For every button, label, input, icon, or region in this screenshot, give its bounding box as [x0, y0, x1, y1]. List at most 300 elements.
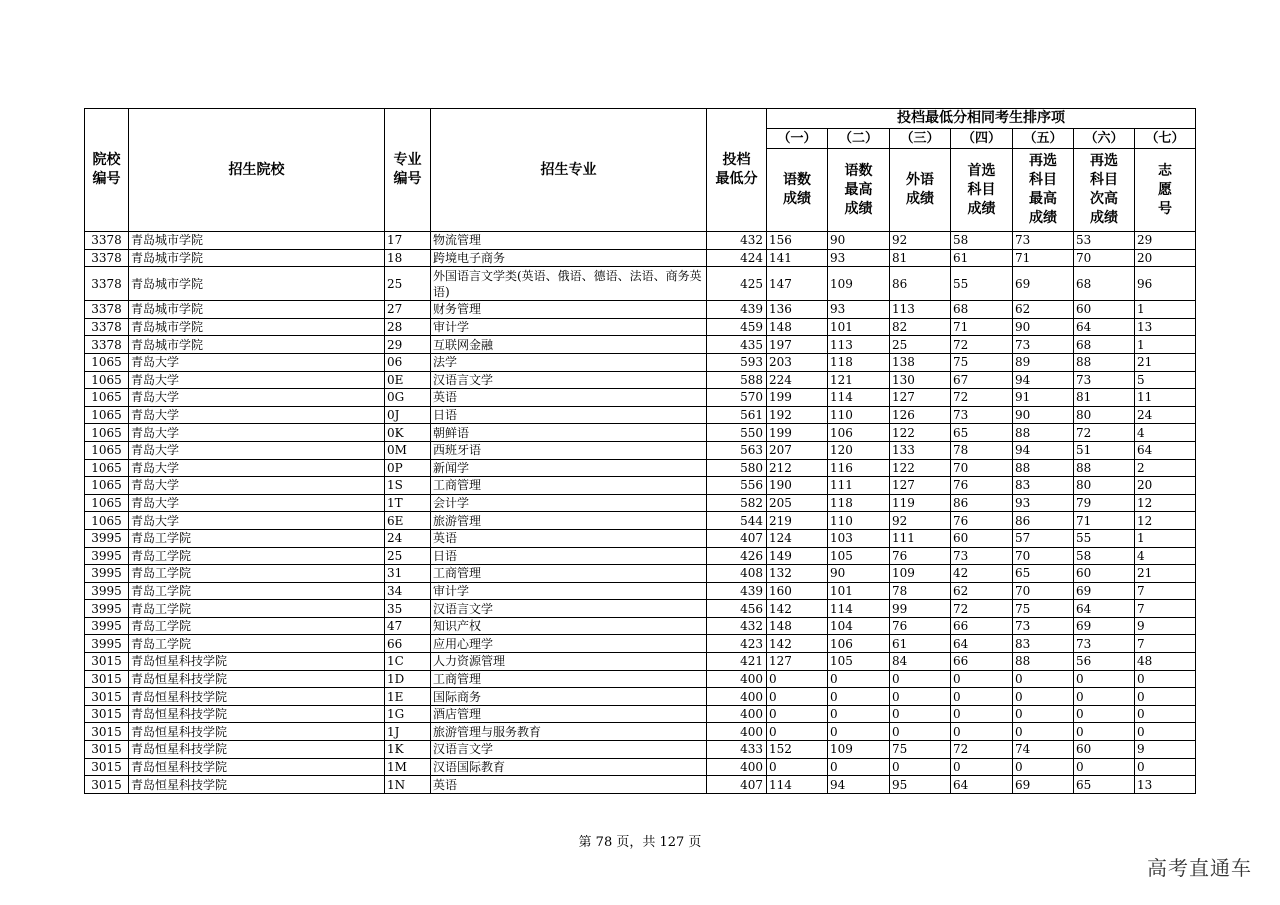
sort-3-cell: 111 — [890, 529, 951, 547]
school-code-cell: 1065 — [85, 424, 129, 442]
school-code-cell: 1065 — [85, 459, 129, 477]
sort-3-cell: 119 — [890, 494, 951, 512]
sort-2-cell: 94 — [828, 776, 890, 794]
sort-2-cell: 105 — [828, 547, 890, 565]
sort-7-cell: 0 — [1135, 705, 1196, 723]
major-code-cell: 31 — [385, 565, 431, 583]
min-score-cell: 570 — [707, 389, 767, 407]
major-name-cell: 英语 — [431, 529, 707, 547]
sort-6-cell: 79 — [1074, 494, 1135, 512]
sort-1-cell: 197 — [767, 336, 828, 354]
header-major-code: 专业 编号 — [385, 109, 431, 232]
major-code-cell: 1D — [385, 670, 431, 688]
min-score-cell: 580 — [707, 459, 767, 477]
school-code-cell: 3995 — [85, 565, 129, 583]
min-score-cell: 582 — [707, 494, 767, 512]
major-name-cell: 会计学 — [431, 494, 707, 512]
major-name-cell: 知识产权 — [431, 617, 707, 635]
major-name-cell: 英语 — [431, 776, 707, 794]
sort-7-cell: 1 — [1135, 529, 1196, 547]
sort-6-cell: 0 — [1074, 688, 1135, 706]
sort-5-cell: 94 — [1013, 371, 1074, 389]
sort-6-cell: 68 — [1074, 336, 1135, 354]
school-code-cell: 1065 — [85, 477, 129, 495]
table-row — [85, 653, 1196, 671]
sort-7-cell: 7 — [1135, 635, 1196, 653]
sort-1-cell: 152 — [767, 741, 828, 759]
sort-7-cell: 0 — [1135, 670, 1196, 688]
sort-3-cell: 76 — [890, 547, 951, 565]
sort-6-cell: 64 — [1074, 600, 1135, 618]
table-row — [85, 494, 1196, 512]
major-code-cell: 1C — [385, 653, 431, 671]
table-row — [85, 688, 1196, 706]
sort-5-cell: 0 — [1013, 723, 1074, 741]
major-name-cell: 旅游管理 — [431, 512, 707, 530]
school-code-cell: 3015 — [85, 776, 129, 794]
sort-7-cell: 13 — [1135, 776, 1196, 794]
header-sort-item-number: （二） — [828, 129, 890, 149]
sort-4-cell: 66 — [951, 617, 1013, 635]
sort-4-cell: 58 — [951, 232, 1013, 250]
sort-5-cell: 90 — [1013, 406, 1074, 424]
sort-3-cell: 95 — [890, 776, 951, 794]
sort-7-cell: 20 — [1135, 249, 1196, 267]
sort-5-cell: 73 — [1013, 617, 1074, 635]
sort-2-cell: 109 — [828, 267, 890, 301]
major-name-cell: 新闻学 — [431, 459, 707, 477]
sort-4-cell: 75 — [951, 353, 1013, 371]
major-name-cell: 跨境电子商务 — [431, 249, 707, 267]
major-name-cell: 英语 — [431, 389, 707, 407]
min-score-cell: 593 — [707, 353, 767, 371]
sort-6-cell: 65 — [1074, 776, 1135, 794]
sort-5-cell: 88 — [1013, 459, 1074, 477]
sort-5-cell: 94 — [1013, 441, 1074, 459]
major-name-cell: 日语 — [431, 547, 707, 565]
school-name-cell: 青岛大学 — [129, 459, 385, 477]
school-name-cell: 青岛城市学院 — [129, 267, 385, 301]
sort-3-cell: 78 — [890, 582, 951, 600]
sort-6-cell: 56 — [1074, 653, 1135, 671]
major-code-cell: 1M — [385, 758, 431, 776]
table-row — [85, 705, 1196, 723]
sort-2-cell: 120 — [828, 441, 890, 459]
school-name-cell: 青岛大学 — [129, 477, 385, 495]
school-code-cell: 3378 — [85, 301, 129, 319]
min-score-cell: 400 — [707, 688, 767, 706]
sort-1-cell: 190 — [767, 477, 828, 495]
sort-3-cell: 86 — [890, 267, 951, 301]
sort-4-cell: 78 — [951, 441, 1013, 459]
sort-2-cell: 105 — [828, 653, 890, 671]
min-score-cell: 421 — [707, 653, 767, 671]
sort-1-cell: 124 — [767, 529, 828, 547]
table-row — [85, 459, 1196, 477]
sort-2-cell: 106 — [828, 635, 890, 653]
sort-2-cell: 101 — [828, 582, 890, 600]
min-score-cell: 435 — [707, 336, 767, 354]
school-name-cell: 青岛大学 — [129, 353, 385, 371]
sort-2-cell: 116 — [828, 459, 890, 477]
sort-5-cell: 0 — [1013, 758, 1074, 776]
school-name-cell: 青岛大学 — [129, 406, 385, 424]
min-score-cell: 439 — [707, 582, 767, 600]
sort-2-cell: 114 — [828, 389, 890, 407]
sort-3-cell: 109 — [890, 565, 951, 583]
header-sort-item-number: （三） — [890, 129, 951, 149]
sort-7-cell: 64 — [1135, 441, 1196, 459]
sort-3-cell: 0 — [890, 705, 951, 723]
header-sort-item-label: 首选 科目 成绩 — [951, 149, 1013, 232]
major-name-cell: 旅游管理与服务教育 — [431, 723, 707, 741]
sort-1-cell: 142 — [767, 600, 828, 618]
table-body — [85, 232, 1196, 794]
sort-5-cell: 0 — [1013, 670, 1074, 688]
major-name-cell: 汉语国际教育 — [431, 758, 707, 776]
sort-1-cell: 203 — [767, 353, 828, 371]
min-score-cell: 563 — [707, 441, 767, 459]
sort-1-cell: 0 — [767, 758, 828, 776]
min-score-cell: 439 — [707, 301, 767, 319]
sort-1-cell: 212 — [767, 459, 828, 477]
header-sort-item-number: （一） — [767, 129, 828, 149]
min-score-cell: 425 — [707, 267, 767, 301]
sort-5-cell: 69 — [1013, 267, 1074, 301]
sort-5-cell: 86 — [1013, 512, 1074, 530]
min-score-cell: 544 — [707, 512, 767, 530]
sort-4-cell: 0 — [951, 723, 1013, 741]
sort-2-cell: 90 — [828, 232, 890, 250]
school-code-cell: 3378 — [85, 267, 129, 301]
sort-1-cell: 148 — [767, 617, 828, 635]
school-name-cell: 青岛恒星科技学院 — [129, 758, 385, 776]
sort-1-cell: 127 — [767, 653, 828, 671]
sort-6-cell: 68 — [1074, 267, 1135, 301]
sort-3-cell: 126 — [890, 406, 951, 424]
sort-3-cell: 113 — [890, 301, 951, 319]
watermark-logo-text: 高考直通车 — [1147, 856, 1252, 880]
major-code-cell: 34 — [385, 582, 431, 600]
table-row — [85, 249, 1196, 267]
table-row — [85, 776, 1196, 794]
min-score-cell: 459 — [707, 318, 767, 336]
school-name-cell: 青岛城市学院 — [129, 232, 385, 250]
table-row — [85, 389, 1196, 407]
sort-7-cell: 12 — [1135, 494, 1196, 512]
sort-6-cell: 69 — [1074, 582, 1135, 600]
sort-1-cell: 207 — [767, 441, 828, 459]
sort-3-cell: 122 — [890, 424, 951, 442]
major-code-cell: 29 — [385, 336, 431, 354]
sort-7-cell: 5 — [1135, 371, 1196, 389]
school-name-cell: 青岛工学院 — [129, 582, 385, 600]
table-header — [85, 109, 1196, 232]
major-code-cell: 1K — [385, 741, 431, 759]
sort-5-cell: 91 — [1013, 389, 1074, 407]
sort-7-cell: 2 — [1135, 459, 1196, 477]
school-code-cell: 3995 — [85, 635, 129, 653]
header-min-score: 投档 最低分 — [707, 109, 767, 232]
table-row — [85, 441, 1196, 459]
major-code-cell: 28 — [385, 318, 431, 336]
sort-1-cell: 224 — [767, 371, 828, 389]
sort-7-cell: 0 — [1135, 688, 1196, 706]
table-row — [85, 723, 1196, 741]
sort-1-cell: 156 — [767, 232, 828, 250]
school-name-cell: 青岛大学 — [129, 494, 385, 512]
sort-5-cell: 70 — [1013, 582, 1074, 600]
table-row — [85, 371, 1196, 389]
school-code-cell: 3995 — [85, 529, 129, 547]
table-row — [85, 232, 1196, 250]
sort-4-cell: 73 — [951, 547, 1013, 565]
header-sort-item-number: （七） — [1135, 129, 1196, 149]
sort-7-cell: 20 — [1135, 477, 1196, 495]
admission-score-table — [84, 108, 1196, 794]
min-score-cell: 400 — [707, 758, 767, 776]
sort-7-cell: 0 — [1135, 723, 1196, 741]
school-name-cell: 青岛工学院 — [129, 617, 385, 635]
school-code-cell: 1065 — [85, 512, 129, 530]
sort-6-cell: 73 — [1074, 371, 1135, 389]
sort-5-cell: 88 — [1013, 653, 1074, 671]
table-row — [85, 406, 1196, 424]
sort-3-cell: 0 — [890, 670, 951, 688]
sort-6-cell: 55 — [1074, 529, 1135, 547]
school-name-cell: 青岛大学 — [129, 512, 385, 530]
sort-3-cell: 99 — [890, 600, 951, 618]
table-row — [85, 336, 1196, 354]
school-name-cell: 青岛恒星科技学院 — [129, 653, 385, 671]
school-name-cell: 青岛大学 — [129, 424, 385, 442]
major-code-cell: 1T — [385, 494, 431, 512]
school-code-cell: 1065 — [85, 353, 129, 371]
sort-2-cell: 121 — [828, 371, 890, 389]
school-code-cell: 3995 — [85, 547, 129, 565]
major-name-cell: 朝鲜语 — [431, 424, 707, 442]
sort-7-cell: 7 — [1135, 582, 1196, 600]
header-sort-item-label: 语数 最高 成绩 — [828, 149, 890, 232]
sort-4-cell: 68 — [951, 301, 1013, 319]
sort-1-cell: 160 — [767, 582, 828, 600]
sort-3-cell: 92 — [890, 232, 951, 250]
page-number-footer: 第 78 页，共 127 页 — [578, 835, 702, 850]
header-school-code: 院校 编号 — [85, 109, 129, 232]
school-name-cell: 青岛城市学院 — [129, 301, 385, 319]
header-sort-item-number: （四） — [951, 129, 1013, 149]
min-score-cell: 423 — [707, 635, 767, 653]
sort-1-cell: 0 — [767, 705, 828, 723]
table-row — [85, 741, 1196, 759]
sort-3-cell: 127 — [890, 389, 951, 407]
major-code-cell: 1J — [385, 723, 431, 741]
sort-3-cell: 25 — [890, 336, 951, 354]
sort-6-cell: 80 — [1074, 477, 1135, 495]
major-code-cell: 06 — [385, 353, 431, 371]
table-row — [85, 477, 1196, 495]
sort-7-cell: 12 — [1135, 512, 1196, 530]
sort-2-cell: 111 — [828, 477, 890, 495]
sort-7-cell: 0 — [1135, 758, 1196, 776]
sort-4-cell: 60 — [951, 529, 1013, 547]
sort-2-cell: 109 — [828, 741, 890, 759]
sort-4-cell: 72 — [951, 336, 1013, 354]
min-score-cell: 426 — [707, 547, 767, 565]
school-code-cell: 3015 — [85, 670, 129, 688]
sort-3-cell: 138 — [890, 353, 951, 371]
table-row — [85, 565, 1196, 583]
major-code-cell: 0K — [385, 424, 431, 442]
sort-2-cell: 103 — [828, 529, 890, 547]
school-code-cell: 1065 — [85, 371, 129, 389]
sort-1-cell: 149 — [767, 547, 828, 565]
major-name-cell: 法学 — [431, 353, 707, 371]
major-name-cell: 外国语言文学类(英语、俄语、德语、法语、商务英语) — [431, 267, 707, 301]
sort-4-cell: 0 — [951, 705, 1013, 723]
major-code-cell: 18 — [385, 249, 431, 267]
table-row — [85, 353, 1196, 371]
school-code-cell: 3378 — [85, 249, 129, 267]
major-code-cell: 0G — [385, 389, 431, 407]
sort-6-cell: 60 — [1074, 741, 1135, 759]
sort-1-cell: 199 — [767, 389, 828, 407]
sort-4-cell: 65 — [951, 424, 1013, 442]
sort-6-cell: 80 — [1074, 406, 1135, 424]
sort-2-cell: 110 — [828, 406, 890, 424]
sort-7-cell: 1 — [1135, 336, 1196, 354]
major-name-cell: 物流管理 — [431, 232, 707, 250]
school-code-cell: 3015 — [85, 653, 129, 671]
table-row — [85, 512, 1196, 530]
major-name-cell: 审计学 — [431, 582, 707, 600]
table-row — [85, 301, 1196, 319]
school-code-cell: 3015 — [85, 705, 129, 723]
school-name-cell: 青岛工学院 — [129, 635, 385, 653]
min-score-cell: 407 — [707, 529, 767, 547]
sort-4-cell: 70 — [951, 459, 1013, 477]
sort-2-cell: 118 — [828, 494, 890, 512]
sort-1-cell: 219 — [767, 512, 828, 530]
sort-7-cell: 48 — [1135, 653, 1196, 671]
sort-2-cell: 0 — [828, 670, 890, 688]
major-code-cell: 25 — [385, 267, 431, 301]
major-name-cell: 工商管理 — [431, 670, 707, 688]
sort-4-cell: 62 — [951, 582, 1013, 600]
header-school-name: 招生院校 — [129, 109, 385, 232]
sort-2-cell: 90 — [828, 565, 890, 583]
sort-4-cell: 71 — [951, 318, 1013, 336]
major-name-cell: 财务管理 — [431, 301, 707, 319]
sort-5-cell: 69 — [1013, 776, 1074, 794]
sort-7-cell: 7 — [1135, 600, 1196, 618]
sort-7-cell: 13 — [1135, 318, 1196, 336]
sort-6-cell: 0 — [1074, 670, 1135, 688]
sort-7-cell: 21 — [1135, 353, 1196, 371]
major-name-cell: 人力资源管理 — [431, 653, 707, 671]
sort-1-cell: 147 — [767, 267, 828, 301]
table-row — [85, 424, 1196, 442]
major-name-cell: 工商管理 — [431, 565, 707, 583]
sort-3-cell: 81 — [890, 249, 951, 267]
major-code-cell: 25 — [385, 547, 431, 565]
school-code-cell: 3015 — [85, 758, 129, 776]
sort-4-cell: 0 — [951, 670, 1013, 688]
table-row — [85, 617, 1196, 635]
sort-5-cell: 57 — [1013, 529, 1074, 547]
header-sort-item-number: （五） — [1013, 129, 1074, 149]
sort-1-cell: 132 — [767, 565, 828, 583]
sort-6-cell: 69 — [1074, 617, 1135, 635]
major-code-cell: 1G — [385, 705, 431, 723]
sort-6-cell: 60 — [1074, 301, 1135, 319]
sort-2-cell: 101 — [828, 318, 890, 336]
sort-4-cell: 72 — [951, 389, 1013, 407]
school-code-cell: 1065 — [85, 389, 129, 407]
major-name-cell: 国际商务 — [431, 688, 707, 706]
sort-6-cell: 0 — [1074, 723, 1135, 741]
sort-5-cell: 83 — [1013, 477, 1074, 495]
sort-2-cell: 118 — [828, 353, 890, 371]
school-name-cell: 青岛城市学院 — [129, 336, 385, 354]
sort-7-cell: 96 — [1135, 267, 1196, 301]
major-code-cell: 0P — [385, 459, 431, 477]
sort-1-cell: 192 — [767, 406, 828, 424]
sort-3-cell: 84 — [890, 653, 951, 671]
sort-4-cell: 76 — [951, 512, 1013, 530]
major-name-cell: 互联网金融 — [431, 336, 707, 354]
sort-6-cell: 73 — [1074, 635, 1135, 653]
sort-4-cell: 0 — [951, 688, 1013, 706]
sort-3-cell: 0 — [890, 758, 951, 776]
school-name-cell: 青岛恒星科技学院 — [129, 705, 385, 723]
table-row — [85, 635, 1196, 653]
major-code-cell: 17 — [385, 232, 431, 250]
sort-7-cell: 24 — [1135, 406, 1196, 424]
sort-2-cell: 93 — [828, 249, 890, 267]
major-code-cell: 27 — [385, 301, 431, 319]
min-score-cell: 400 — [707, 705, 767, 723]
table-row — [85, 529, 1196, 547]
sort-5-cell: 73 — [1013, 232, 1074, 250]
major-code-cell: 35 — [385, 600, 431, 618]
sort-4-cell: 64 — [951, 635, 1013, 653]
sort-3-cell: 82 — [890, 318, 951, 336]
sort-3-cell: 92 — [890, 512, 951, 530]
school-name-cell: 青岛工学院 — [129, 529, 385, 547]
school-code-cell: 1065 — [85, 494, 129, 512]
sort-4-cell: 73 — [951, 406, 1013, 424]
sort-5-cell: 88 — [1013, 424, 1074, 442]
sort-3-cell: 122 — [890, 459, 951, 477]
school-name-cell: 青岛大学 — [129, 389, 385, 407]
major-code-cell: 1E — [385, 688, 431, 706]
major-name-cell: 西班牙语 — [431, 441, 707, 459]
sort-1-cell: 199 — [767, 424, 828, 442]
sort-6-cell: 60 — [1074, 565, 1135, 583]
header-sort-item-label: 志 愿 号 — [1135, 149, 1196, 232]
sort-2-cell: 110 — [828, 512, 890, 530]
sort-5-cell: 73 — [1013, 336, 1074, 354]
sort-7-cell: 1 — [1135, 301, 1196, 319]
sort-7-cell: 29 — [1135, 232, 1196, 250]
sort-4-cell: 61 — [951, 249, 1013, 267]
sort-7-cell: 9 — [1135, 741, 1196, 759]
school-code-cell: 3015 — [85, 723, 129, 741]
sort-5-cell: 70 — [1013, 547, 1074, 565]
sort-1-cell: 205 — [767, 494, 828, 512]
school-name-cell: 青岛工学院 — [129, 565, 385, 583]
